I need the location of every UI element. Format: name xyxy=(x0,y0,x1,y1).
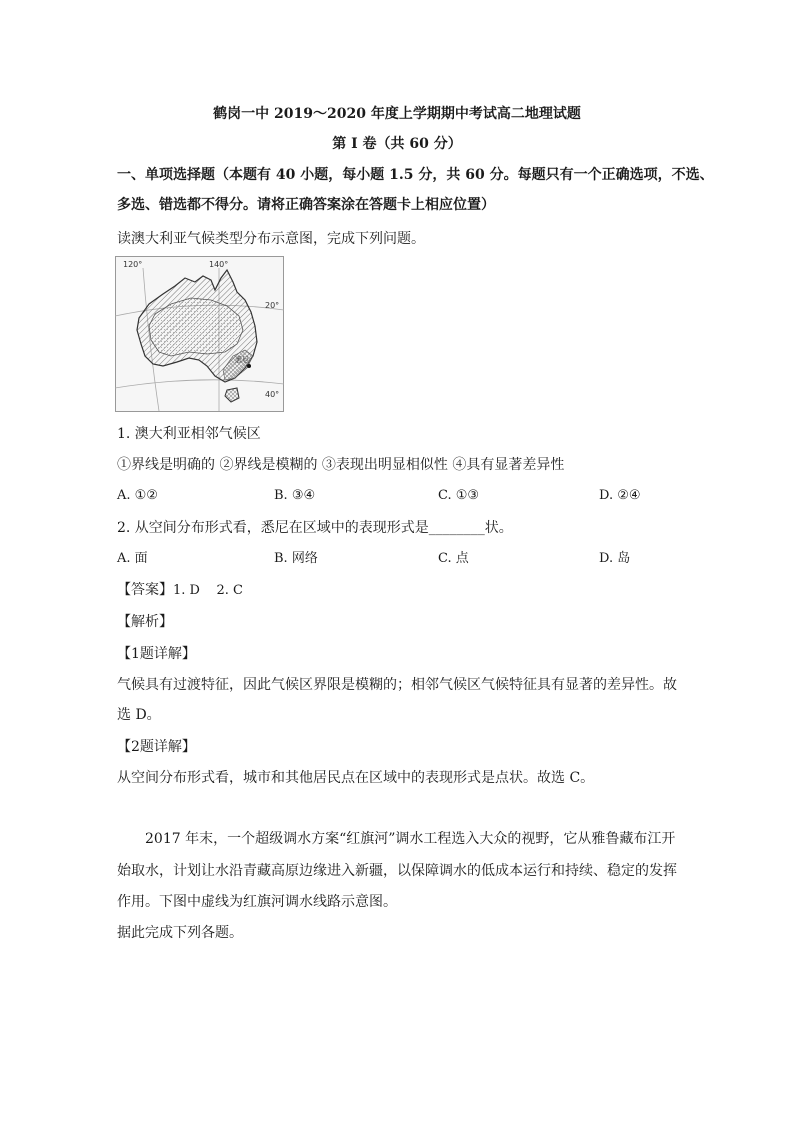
question-2-stem: 2. 从空间分布形式看，悉尼在区域中的表现形式是________状。 xyxy=(117,520,513,536)
passage-line3: 作用。下图中虚线为红旗河调水线路示意图。 xyxy=(117,894,397,910)
detail-1-label: 【1题详解】 xyxy=(117,646,196,662)
lat-20-label: 20° xyxy=(265,301,280,310)
answer-line xyxy=(117,580,243,601)
q2-option-b: B. 网络 xyxy=(274,551,318,566)
section-heading-line1: 一、单项选择题（本题有 40 小题，每小题 1.5 分，共 60 分。每题只有一个正确选项，不选、 xyxy=(117,167,714,183)
exam-title: 鹤岗一中 2019～2020 年度上学期期中考试高二地理试题 xyxy=(213,106,581,122)
lon-120-label: 120° xyxy=(123,260,143,269)
analysis-label: 【解析】 xyxy=(117,614,173,630)
question-1-statements: ①界线是明确的 ②界线是模糊的 ③表现出明显相似性 ④具有显著差异性 xyxy=(117,457,565,473)
detail-1-line1: 气候具有过渡特征，因此气候区界限是模糊的；相邻气候区气候特征具有显著的差异性。故 xyxy=(117,677,677,693)
q2-option-c: C. 点 xyxy=(438,551,469,566)
passage-line4: 据此完成下列各题。 xyxy=(117,925,243,941)
passage-line1: 2017 年末，一个超级调水方案“红旗河”调水工程选入大众的视野，它从雅鲁藏布江开 xyxy=(145,831,676,847)
intro-text: 读澳大利亚气候类型分布示意图，完成下列问题。 xyxy=(117,231,425,247)
lat-40-label: 40° xyxy=(265,390,280,399)
q1-option-d: D. ②④ xyxy=(599,488,641,503)
detail-1-line2: 选 D。 xyxy=(117,707,161,723)
australia-climate-map xyxy=(115,256,284,412)
section-heading-line2: 多选、错选都不得分。请将正确答案涂在答题卡上相应位置） xyxy=(117,197,495,213)
lon-140-label: 140° xyxy=(209,260,229,269)
q1-option-c: C. ①③ xyxy=(438,488,480,503)
q2-option-a: A. 面 xyxy=(117,551,148,566)
sydney-marker xyxy=(247,364,251,368)
detail-2-label: 【2题详解】 xyxy=(117,739,196,755)
q1-option-b: B. ③④ xyxy=(274,488,316,503)
passage-line2: 始取水，计划让水沿青藏高原边缘进入新疆，以保障调水的低成本运行和持续、稳定的发挥 xyxy=(117,863,677,879)
sydney-label: 悉尼 xyxy=(235,356,249,364)
answer-text: 1. D 2. C xyxy=(173,583,243,598)
q2-option-d: D. 岛 xyxy=(599,551,631,566)
question-1-stem: 1. 澳大利亚相邻气候区 xyxy=(117,426,261,442)
volume-title: 第 I 卷（共 60 分） xyxy=(332,136,462,152)
q1-option-a: A. ①② xyxy=(117,488,158,503)
answer-label: 【答案】 xyxy=(117,582,173,598)
detail-2-line1: 从空间分布形式看，城市和其他居民点在区域中的表现形式是点状。故选 C。 xyxy=(117,770,595,786)
